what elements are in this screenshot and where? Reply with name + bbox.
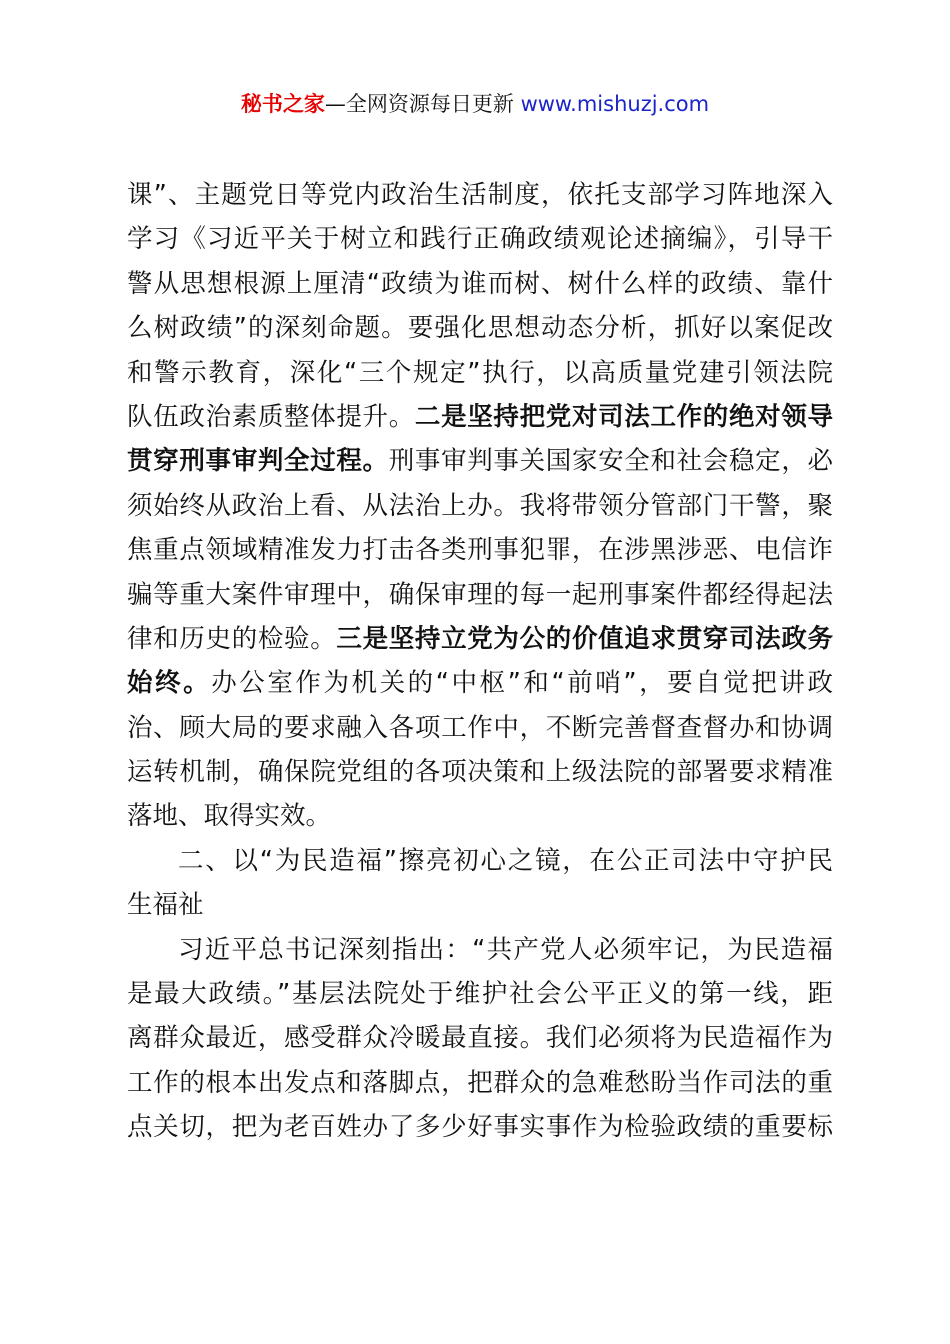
text-line: 是最大政绩。”基层法院处于维护社会公平正义的第一线，距 <box>127 979 833 1010</box>
text-line: 习近平总书记深刻指出：“共产党人必须牢记，为民造福 <box>178 934 833 965</box>
text-line: 律和历史的检验。三是坚持立党为公的价值追求贯穿司法政务 <box>127 623 833 654</box>
header-brand: 秘书之家 <box>240 92 325 116</box>
bold-heading: 二是坚持把党对司法工作的绝对领导 <box>414 401 833 432</box>
text-line: 课”、主题党日等党内政治生活制度，依托支部学习阵地深入 <box>127 180 833 210</box>
page-header <box>0 86 950 122</box>
bold-heading: 始终。 <box>127 668 212 699</box>
text-line: 工作的根本出发点和落脚点，把群众的急难愁盼当作司法的重 <box>127 1067 833 1098</box>
text-line: 点关切，把为老百姓办了多少好事实事作为检验政绩的重要标 <box>127 1112 833 1143</box>
text-line: 焦重点领域精准发力打击各类刑事犯罪，在涉黑涉恶、电信诈 <box>127 535 833 566</box>
text-line: 队伍政治素质整体提升。二是坚持把党对司法工作的绝对领导 <box>127 401 833 432</box>
bold-heading: 三是坚持立党为公的价值追求贯穿司法政务 <box>336 623 833 654</box>
text-line: 须始终从政治上看、从法治上办。我将带领分管部门干警，聚 <box>127 490 833 521</box>
header-url-link[interactable]: www.mishuzj.com <box>520 92 710 116</box>
text-line: 么树政绩”的深刻命题。要强化思想动态分析，抓好以案促改 <box>127 313 833 344</box>
document-body <box>127 173 833 1150</box>
header-dash: — <box>324 92 346 116</box>
text-line: 离群众最近，感受群众冷暖最直接。我们必须将为民造福作为 <box>127 1023 833 1054</box>
text-line: 学习《习近平关于树立和践行正确政绩观论述摘编》，引导干 <box>127 224 833 255</box>
section-heading: 二、以“为民造福”擦亮初心之镜，在公正司法中守护民 <box>178 845 833 876</box>
text-line: 贯穿刑事审判全过程。刑事审判事关国家安全和社会稳定，必 <box>127 446 833 477</box>
text-line: 骗等重大案件审理中，确保审理的每一起刑事案件都经得起法 <box>127 579 833 610</box>
text-line: 警从思想根源上厘清“政绩为谁而树、树什么样的政绩、靠什 <box>127 268 833 299</box>
header-slogan: 全网资源每日更新 <box>345 92 521 116</box>
section-heading-cont: 生福祉 <box>127 890 204 921</box>
bold-heading: 贯穿刑事审判全过程。 <box>127 446 389 477</box>
text-line: 落地、取得实效。 <box>127 801 332 832</box>
text-line: 和警示教育，深化“三个规定”执行，以高质量党建引领法院 <box>127 357 833 388</box>
text-line: 治、顾大局的要求融入各项工作中，不断完善督查督办和协调 <box>127 712 833 743</box>
text-line: 始终。办公室作为机关的“中枢”和“前哨”，要自觉把讲政 <box>127 668 833 699</box>
text-line: 运转机制，确保院党组的各项决策和上级法院的部署要求精准 <box>127 757 833 788</box>
